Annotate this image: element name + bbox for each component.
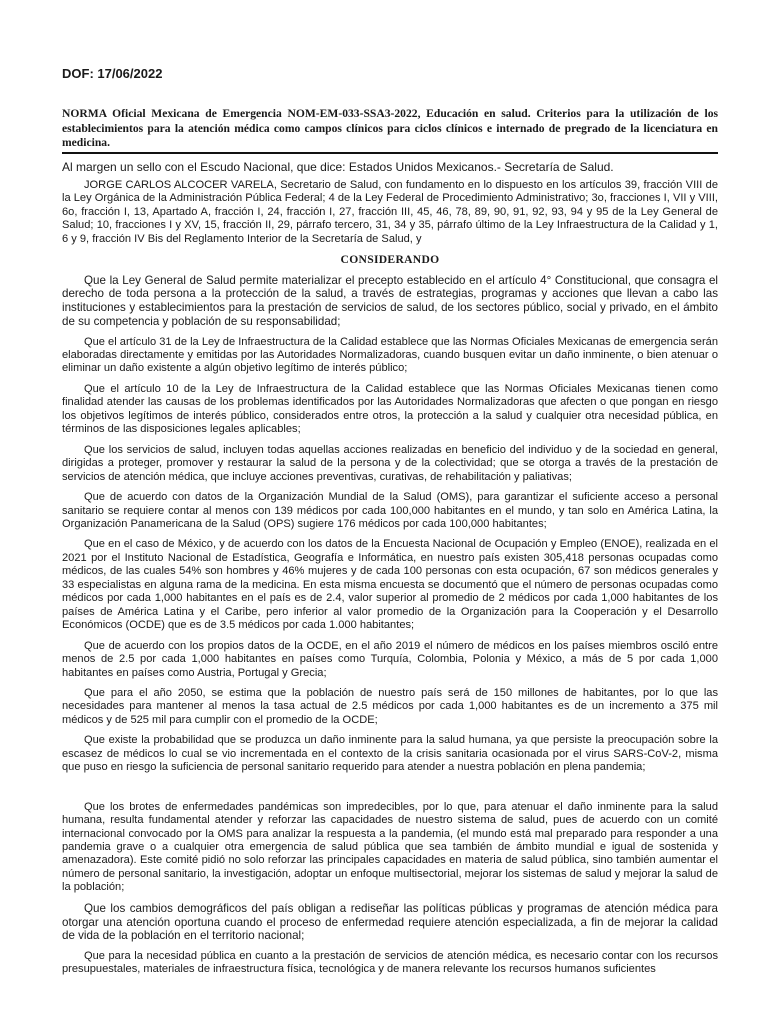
section-heading: CONSIDERANDO — [340, 253, 440, 267]
document-title: NORMA Oficial Mexicana de Emergencia NOM-EM-033-SSA3-2022, Educación en salud. Criterios para la utilización de los establecimientos para la atención médica como campos clínicos para ciclos clínicos e internado de pregrado de la licenciatura en medicina. — [62, 107, 718, 149]
margin-note: Al margen un sello con el Escudo Nacional, que dice: Estados Unidos Mexicanos.- Secretaría de Salud. — [62, 160, 614, 174]
paragraph: Que existe la probabilidad que se produzca un daño inminente para la salud humana, ya que persiste la preocupación sobre la escasez de médicos lo cual se vio incrementada en el contexto de la crisis sanitaria ocasionada por el virus SARS-CoV-2, misma que puso en riesgo la suficiencia de personal sanitario requerido para atender a nuestra población en plena pandemia; — [62, 734, 718, 774]
paragraph: Que el artículo 31 de la Ley de Infraestructura de la Calidad establece que las Normas Oficiales Mexicanas de emergencia serán elaboradas directamente y emitidas por las Autoridades Normalizadoras, cuando busquen evitar un daño inminente, o bien atenuar o eliminar un daño existente a algún objetivo legítimo de interés público; — [62, 335, 718, 375]
paragraph: Que para la necesidad pública en cuanto a la prestación de servicios de atención médica, es necesario contar con los recursos presupuestales, materiales de infraestructura física, tecnológica y de manera relevante los recursos humanos suficientes — [62, 949, 718, 976]
paragraph: Que los servicios de salud, incluyen todas aquellas acciones realizadas en beneficio del individuo y de la sociedad en general, dirigidas a proteger, promover y restaurar la salud de la persona y de la colectividad; que se otorga a través de la prestación de servicios de atención médica, que incluye acciones preventivas, curativas, de rehabilitación y paliativas; — [62, 443, 718, 483]
paragraph: Que el artículo 10 de la Ley de Infraestructura de la Calidad establece que las Normas Oficiales Mexicanas tienen como finalidad atender las causas de los problemas identificados por las Autoridades Normalizadoras que afecten o que pongan en riesgo los objetivos legítimos de interés público, considerados entre otros, la protección a la salud y cualquier otra necesidad pública, en términos de las disposiciones legales aplicables; — [62, 382, 718, 436]
document-body — [62, 160, 718, 984]
paragraph: Que los cambios demográficos del país obligan a rediseñar las políticas públicas y programas de atención médica para otorgar una atención oportuna cuando el proceso de enfermedad requiere atención especializada, a fin de mejorar la calidad de vida de la población en el territorio nacional; — [62, 901, 718, 943]
paragraph: Que de acuerdo con los propios datos de la OCDE, en el año 2019 el número de médicos en los países miembros osciló entre menos de 2.5 por cada 1,000 habitantes en países como Turquía, Colombia, Polonia y México, a más de 5 por cada 1,000 habitantes en países como Austria, Portugal y Grecia; — [62, 639, 718, 679]
intro-paragraph: JORGE CARLOS ALCOCER VARELA, Secretario de Salud, con fundamento en lo dispuesto en los artículos 39, fracción VIII de la Ley Orgánica de la Administración Pública Federal; 4 de la Ley Federal de Procedimiento Administrativo; 3o, fracciones I, VII y VIII, 6o, fracción I, 13, Apartado A, fracción I, 24, fracción I, 27, fracción III, 45, 46, 78, 89, 90, 91, 92, 93, 94 y 95 de la Ley General de Salud; 10, fracciones I y XV, 15, fracción II, 29, párrafo tercero, 31, 34 y 35, párrafo último de la Ley Infraestructura de la Calidad y 1, 6 y 9, fracción IV Bis del Reglamento Interior de la Secretaría de Salud, y — [62, 179, 718, 245]
dof-date: DOF: 17/06/2022 — [62, 66, 163, 81]
paragraph: Que para el año 2050, se estima que la población de nuestro país será de 150 millones de habitantes, por lo que las necesidades para mantener al menos la tasa actual de 2.5 médicos por cada 1,000 habitantes es de un incremento a 375 mil médicos y de 525 mil para cumplir con el promedio de la OCDE; — [62, 686, 718, 726]
paragraph: Que la Ley General de Salud permite materializar el precepto establecido en el artículo 4° Constitucional, que consagra el derecho de toda persona a la protección de la salud, a través de estrategias, programas y acciones que llevan a cabo las instituciones y establecimientos para la prestación de servicios de salud, de los sectores público, social y privado, en el ámbito de su competencia y población de su responsabilidad; — [62, 273, 718, 328]
paragraph: Que los brotes de enfermedades pandémicas son impredecibles, por lo que, para atenuar el daño inminente para la salud humana, resulta fundamental atender y reforzar las capacidades de nuestro sistema de salud, pues de acuerdo con un comité internacional convocado por la OMS para analizar la respuesta a la pandemia, (el mundo está mal preparado para responder a una pandemia grave o a cualquier otra emergencia de salud pública que sea también de ámbito mundial e igual de sostenida y amenazadora). Este comité pidió no solo reforzar las principales capacidades en materia de salud pública, sino también aumentar el número de personal sanitario, la investigación, adoptar un enfoque multisectorial, mejorar los sistemas de salud y mejorar la salud de la población; — [62, 800, 718, 894]
paragraph: Que en el caso de México, y de acuerdo con los datos de la Encuesta Nacional de Ocupación y Empleo (ENOE), realizada en el 2021 por el Instituto Nacional de Estadística, Geografía e Informática, en nuestro país existen 305,418 personas ocupadas como médicos, de las cuales 54% son hombres y 46% mujeres y de cada 100 personas con esta ocupación, 67 son médicos generales y 33 especialistas en alguna rama de la medicina. En esta misma encuesta se documentó que el número de personas ocupadas como médicos por cada 1,000 habitantes en el país es de 2.4, valor superior al promedio de 2 médicos por cada 1,000 habitantes de los países de América Latina y el Caribe, pero inferior al valor promedio de la Organización para la Cooperación y el Desarrollo Económicos (OCDE) que es de 3.5 médicos por cada 1.000 habitantes; — [62, 538, 718, 632]
paragraph: Que de acuerdo con datos de la Organización Mundial de la Salud (OMS), para garantizar el suficiente acceso a personal sanitario se requiere contar al menos con 139 médicos por cada 100,000 habitantes en el mundo, y tan solo en América Latina, la Organización Panamericana de la Salud (OPS) sugiere 176 médicos por cada 100,000 habitantes; — [62, 491, 718, 530]
title-divider — [62, 152, 718, 154]
